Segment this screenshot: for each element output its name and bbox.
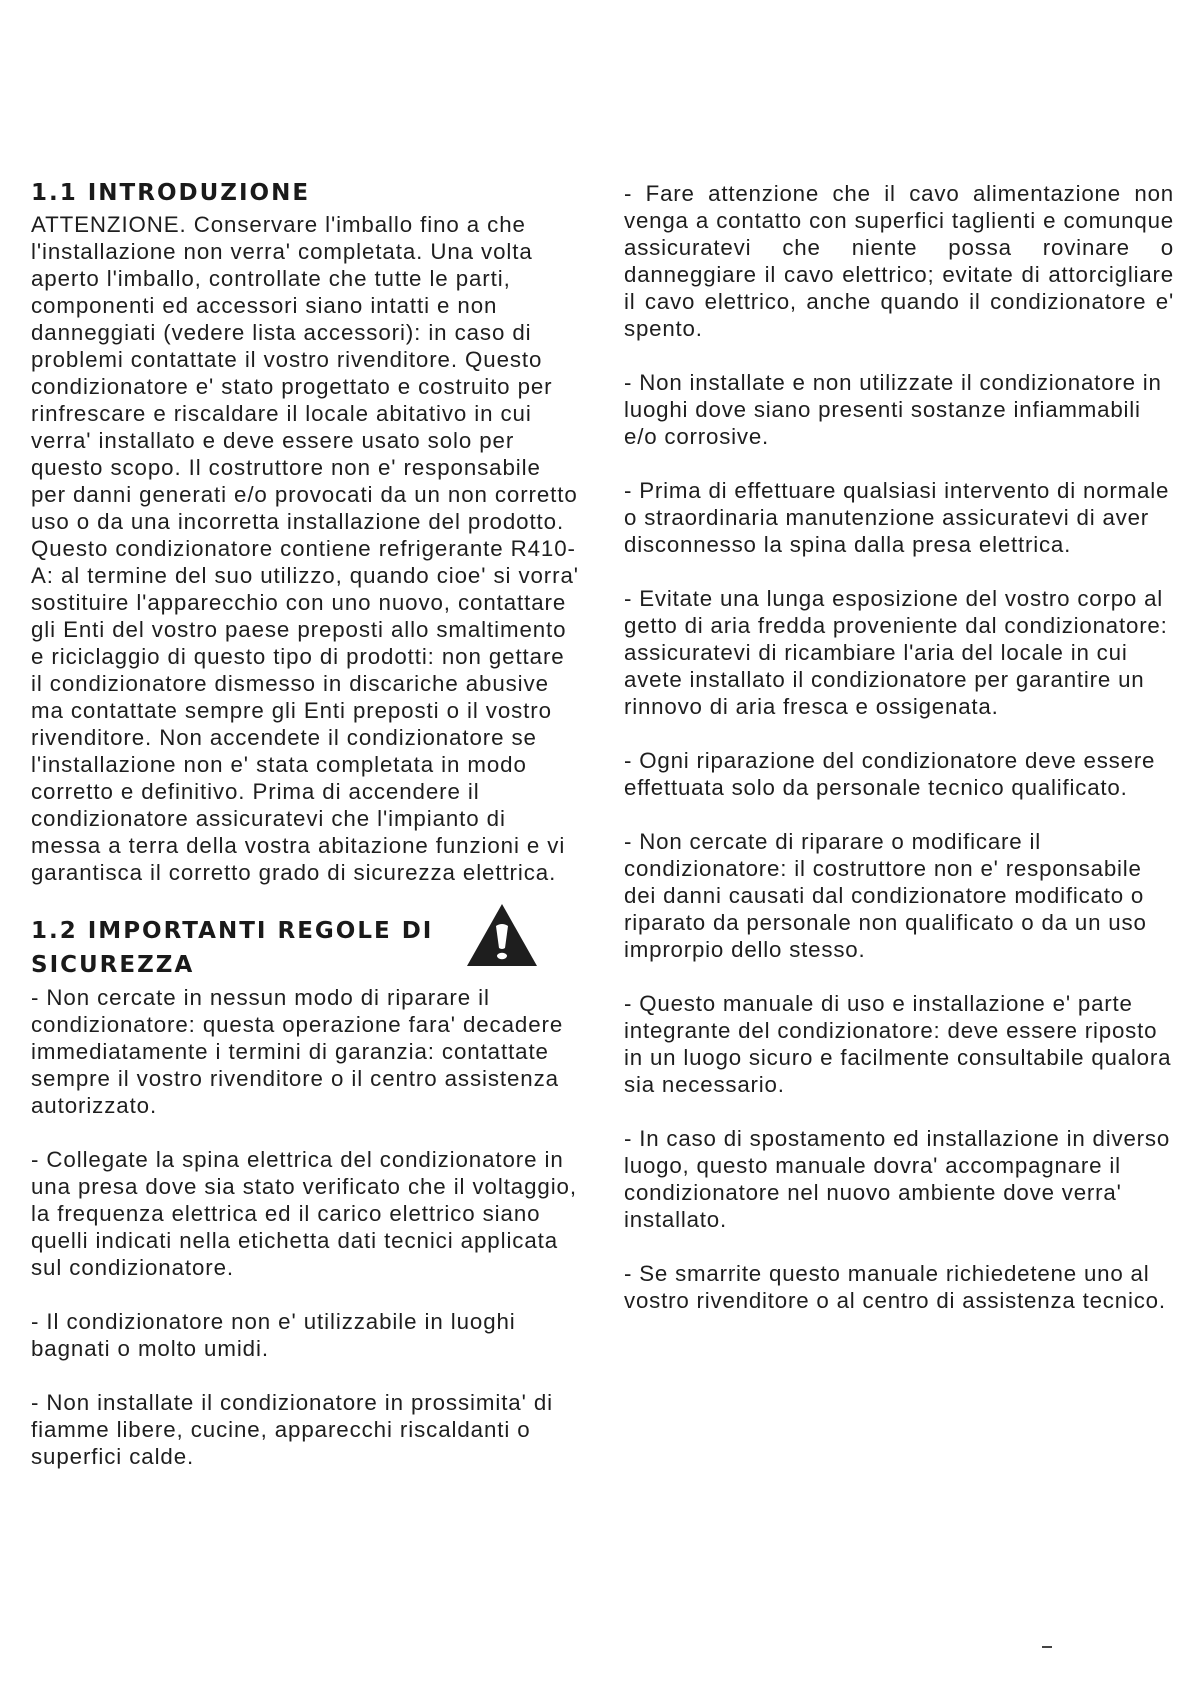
- safety-rule: - Se smarrite questo manuale richiedetene uno al vostro rivenditore o al centro di assistenza tecnico.: [624, 1261, 1166, 1313]
- intro-heading: 1.1 INTRODUZIONE: [31, 180, 311, 206]
- intro-body: ATTENZIONE. Conservare l'imballo fino a che l'installazione non verra' completata. Una volta aperto l'imballo, controllate che tutte le parti, componenti ed accessori siano intatti e non danneggiati (vedere lista accessori): in caso di problemi contattate il vostro rivenditore. Questo condizionatore e' stato progettato e costruito per rinfrescare e riscaldare il locale abitativo in cui verra' installato e deve essere usato solo per questo scopo. Il costruttore non e' responsabile per danni generati e/o provocati da un non corretto uso o da una incorretta installazione del prodotto. Questo condizionatore contiene refrigerante R410-A: al termine del suo utilizzo, quando cioe' si vorra' sostituire l'apparecchio con uno nuovo, contattare gli Enti del vostro paese preposti allo smaltimento e riciclaggio di questo tipo di prodotti: non gettare il condizionatore dismesso in discariche abusive ma contattate sempre gli Enti preposti o il vostro rivenditore. Non accendete il condizionatore se l'installazione non e' stata completata in modo corretto e definitivo. Prima di accendere il condizionatore assicuratevi che l'impianto di messa a terra della vostra abitazione funzioni e vi garantisca il corretto grado di sicurezza elettrica.: [31, 212, 579, 885]
- safety-section: [31, 914, 579, 982]
- safety-rule: - Non cercate di riparare o modificare il condizionatore: il costruttore non e' responsabile dei danni causati dal condizionatore modificato o riparato da personale non qualificato o da un uso improrpio dello stesso.: [624, 829, 1147, 962]
- left-column: [31, 180, 579, 1470]
- page-mark: [1042, 1646, 1052, 1648]
- right-column: [624, 180, 1174, 1314]
- safety-rule: - In caso di spostamento ed installazione in diverso luogo, questo manuale dovra' accompagnare il condizionatore nel nuovo ambiente dove verra' installato.: [624, 1126, 1171, 1232]
- safety-rules-left: [31, 984, 579, 1470]
- safety-rule: - Non cercate in nessun modo di riparare il condizionatore: questa operazione fara' decadere immediatamente i termini di garanzia: contattate sempre il vostro rivenditore o il centro assistenza autorizzato.: [31, 985, 564, 1118]
- safety-heading: 1.2 IMPORTANTI REGOLE DI SICUREZZA: [31, 918, 434, 978]
- safety-rule: - Prima di effettuare qualsiasi intervento di normale o straordinaria manutenzione assicuratevi di aver disconnesso la spina dalla presa elettrica.: [624, 478, 1170, 557]
- safety-rule: - Collegate la spina elettrica del condizionatore in una presa dove sia stato verificato che il voltaggio, la frequenza elettrica ed il carico elettrico siano quelli indicati nella etichetta dati tecnici applicata sul condizionatore.: [31, 1147, 577, 1280]
- safety-rule: - Evitate una lunga esposizione del vostro corpo al getto di aria fredda proveniente dal condizionatore: assicuratevi di ricambiare l'aria del locale in cui avete installato il condizionatore per garantire un rinnovo di aria fresca e ossigenata.: [624, 586, 1168, 719]
- safety-rule: - Non installate il condizionatore in prossimita' di fiamme libere, cucine, apparecchi riscaldanti o superfici calde.: [31, 1390, 553, 1469]
- safety-rule: - Il condizionatore non e' utilizzabile in luoghi bagnati o molto umidi.: [31, 1309, 516, 1361]
- safety-rule: - Fare attenzione che il cavo alimentazione non venga a contatto con superfici taglienti e comunque assicuratevi che niente possa rovinare o danneggiare il cavo elettrico; evitate di attorcigliare il cavo elettrico, anche quando il condizionatore e' spento.: [624, 181, 1174, 341]
- warning-triangle-icon: [465, 902, 539, 968]
- safety-rule: - Ogni riparazione del condizionatore deve essere effettuata solo da personale tecnico qualificato.: [624, 748, 1156, 800]
- safety-rule: - Non installate e non utilizzate il condizionatore in luoghi dove siano presenti sostanze infiammabili e/o corrosive.: [624, 370, 1162, 449]
- safety-rule: - Questo manuale di uso e installazione e' parte integrante del condizionatore: deve essere riposto in un luogo sicuro e facilmente consultabile qualora sia necessario.: [624, 991, 1172, 1097]
